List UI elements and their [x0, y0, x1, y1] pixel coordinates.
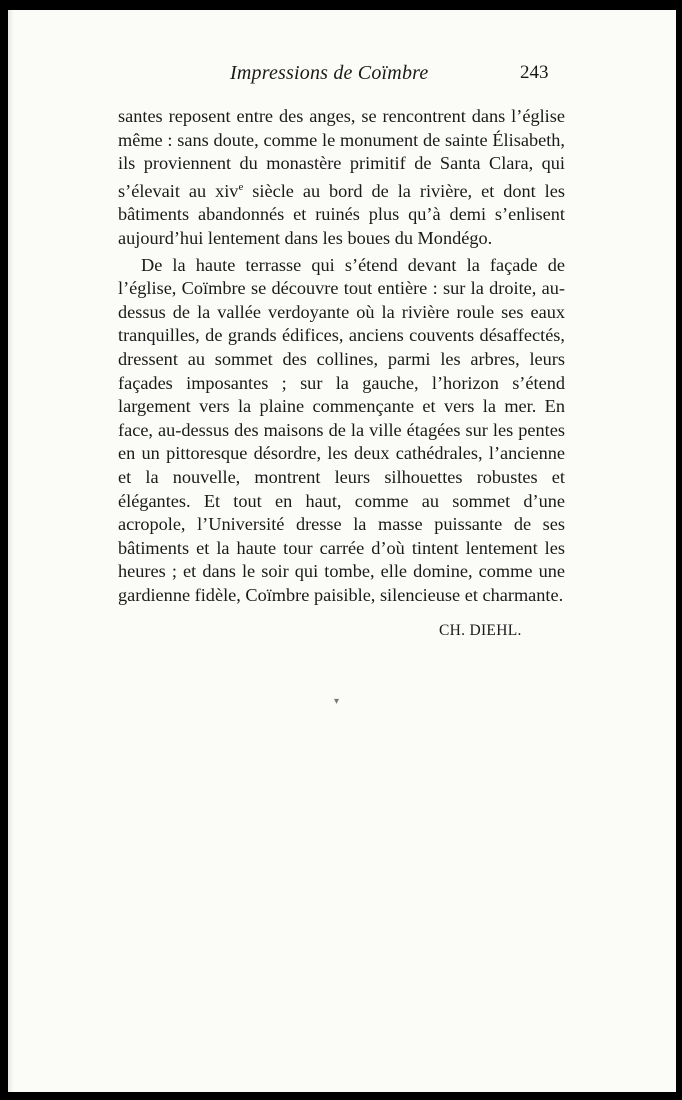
page-edge-shadow — [8, 10, 14, 1092]
running-title: Impressions de Coïmbre — [230, 62, 429, 84]
paragraph-1 — [118, 105, 565, 251]
paragraph-1-end: siècle au bord de la rivière, et dont les bâtiments abandonnés et ruinés plus qu’à demi s’enlisent aujourd’hui lentement dans les boues du Mondégo. — [118, 180, 565, 249]
author-signature: CH. DIEHL. — [439, 622, 522, 639]
century-superscript: e — [238, 180, 244, 193]
paragraph-2: De la haute terrasse qui s’étend devant la façade de l’église, Coïmbre se découvre tout entière : sur la droite, au-dessus de la vallée verdoyante où la rivière roule ses eaux tranquilles, de grands édifices, anciens couvents désaffectés, dressent au sommet des collines, parmi les arbres, leurs façades imposantes ; sur la gauche, l’horizon s’étend largement vers la plaine commençante et vers la mer. En face, au-dessus des maisons de la ville étagées sur les pentes en un pittoresque désordre, les deux cathédrales, l’ancienne et la nouvelle, montrent leurs silhouettes robustes et élégantes. Et tout en haut, comme au sommet d’une acropole, l’Université dresse la masse puissante de ses bâtiments et la haute tour carrée d’où tintent lentement les heures ; et dans le soir qui tombe, elle domine, comme une gardienne fidèle, Coïmbre paisible, silencieuse et charmante. — [118, 254, 565, 605]
body-text — [118, 105, 565, 608]
ornament-mark: ▾ — [334, 696, 340, 707]
page-number: 243 — [520, 62, 549, 83]
running-head — [8, 62, 676, 92]
book-page — [8, 10, 676, 1092]
paragraph-1-start: santes reposent entre des anges, se rencontrent dans l’église même : sans doute, comme le monument de sainte Élisabeth, ils proviennent du monastère primitif de Santa Clara, qui s’élevait au xiv — [118, 106, 565, 201]
